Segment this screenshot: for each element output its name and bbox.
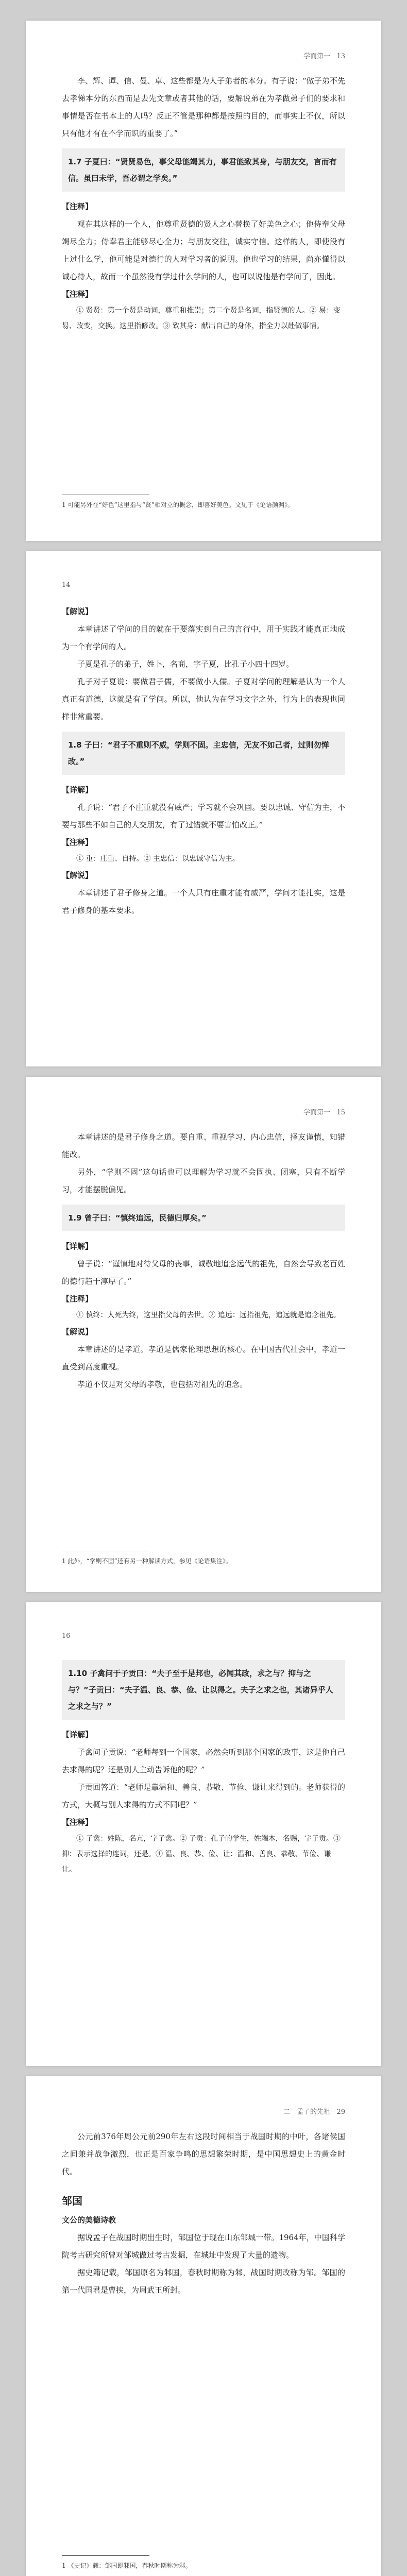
section-quote — [62, 1660, 345, 1720]
page-sheet-2 — [26, 551, 381, 1066]
paragraph: 子禽问子贡说：“老师每到一个国家，必然会听到那个国家的政事，这是他自己去求得的呢？还是别人主动告诉他的呢？” — [62, 1748, 345, 1774]
footnote: 1 《史记》载：邹国即邾国，春秋时期称为邾。 — [62, 2562, 192, 2569]
section-quote — [62, 1205, 345, 1231]
page-header — [303, 1107, 345, 1116]
explain-label: 【解说】 — [62, 1327, 93, 1336]
page-number: 14 — [62, 581, 71, 589]
paragraph: 本章讲述了学问的目的就在于要落实到自己的言行中，用于实践才能真正地成为一个有学问的人。 — [62, 624, 345, 651]
section-title: 1.10 子禽问于子贡曰：“夫子至于是邦也，必闻其政，求之与？抑与之与？”子贡曰：“夫子温、良、恭、俭、让以得之。夫子之求之也，其诸异乎人之求之与？” — [68, 1669, 333, 1711]
explain-label: 【解说】 — [62, 871, 93, 880]
page-sheet-5 — [26, 2076, 381, 2576]
detail-label: 【注释】 — [62, 202, 93, 211]
page-sheet-3 — [26, 1077, 381, 1592]
note-label: 【注释】 — [62, 1294, 93, 1303]
running-head: 二 孟子的先祖 — [283, 2108, 331, 2116]
paragraph: 曾子说：“谨慎地对待父母的丧事，诚敬地追念远代的祖先，自然会导致老百姓的德行趋于淳厚了。” — [62, 1259, 345, 1286]
note-text: ① 贤贤：第一个贤是动词，尊重和推崇；第二个贤是名词，指贤德的人。② 易：变易、改变，交换。这里指修改。③ 致其身：献出自己的身体，指全力以赴做事情。 — [62, 307, 341, 330]
page-number: 13 — [336, 53, 345, 60]
detail-label: 【详解】 — [62, 1730, 93, 1739]
note-text: ① 慎终：人死为终，这里指父母的去世。② 追远：远指祖先，追远就是追念祖先。 — [76, 1311, 341, 1319]
page-number: 16 — [62, 1632, 71, 1640]
explain-label: 【解说】 — [62, 607, 93, 616]
section-title: 1.8 子曰：“君子不重则不威，学则不固。主忠信，无友不如己者，过则勿惮改。” — [68, 740, 329, 766]
paragraph: 另外，“学则不固”这句话也可以理解为学习就不会固执、闭塞，只有不断学习，才能摆脱偏见。 — [62, 1167, 345, 1194]
paragraph: 本章讲述了君子修身之道。一个人只有庄重才能有威严，学问才能扎实，这是君子修身的基本要求。 — [62, 888, 345, 915]
detail-label: 【详解】 — [62, 785, 93, 794]
section-title: 1.7 子夏曰：“贤贤易色，事父母能竭其力，事君能致其身，与朋友交，言而有信。虽曰未学，吾必谓之学矣。” — [68, 157, 337, 183]
footnote: 1 此外，“学则不固”还有另一种解读方式，参见《论语集注》。 — [62, 1557, 232, 1565]
detail-label: 【详解】 — [62, 1242, 93, 1251]
footnote: 1 可能另外在“好色”这里指与“贤”相对立的概念，即喜好美色。文见于《论语颜渊》。 — [62, 501, 294, 509]
running-head: 学而第一 — [303, 53, 331, 60]
page-header — [283, 2106, 345, 2116]
paragraph: 公元前376年周公元前290年左右这段时间相当于战国时期的中叶，各诸侯国之间兼并战争激烈，也正是百家争鸣的思想繁荣时期，是中国思想史上的黄金时代。 — [62, 2132, 345, 2176]
note-label: 【注释】 — [62, 290, 93, 299]
paragraph: 本章讲述的是君子修身之道。要自重、重视学习、内心忠信，择友谨慎，知错能改。 — [62, 1132, 345, 1159]
page-sheet-1 — [26, 21, 381, 541]
paragraph: 观在其这样的一个人，他尊重贤德的贤人之心替换了好美色之心；他侍奉父母竭尽全力；侍奉君主能够尽心全力；与朋友交往，诚实守信。这样的人，即使没有上过什么学，他可能是对德行的人对学习者的说明。他也学习的结果，尚亦懂得以诚心待人，故而一个虽然没有学过什么学问的人，也可以说他是有学问了，因此。 — [62, 219, 345, 281]
paragraph: 孔子对子夏说：要做君子儒，不要做小人儒。子夏对学问的理解是认为一个人真正有道德，这就是有了学问。所以，他认为在学习文字之外，行为上的表现也同样非常重要。 — [62, 677, 345, 721]
note-text: ① 子禽：姓陈，名亢，字子禽。② 子贡：孔子的学生，姓端木，名赐，字子贡。③ 抑：表示选择的连词，还是。④ 温、良、恭、俭、让：温和、善良、恭敬、节俭、谦让。 — [62, 1835, 341, 1874]
paragraph: 孝道不仅是对父母的孝敬，也包括对祖先的追念。 — [77, 1380, 248, 1389]
page-number: 15 — [336, 1109, 345, 1116]
page-header — [303, 50, 345, 60]
footnote-rule — [62, 2555, 149, 2556]
running-head: 学而第一 — [303, 1109, 331, 1116]
section-quote — [62, 732, 345, 775]
page-number: 29 — [336, 2108, 345, 2116]
note-label: 【注释】 — [62, 838, 93, 847]
paragraph: 据说孟子在战国时期出生时，邹国位于现在山东邹城一带。1964年，中国科学院考古研究所曾对邹城做过考古发掘，在城址中发现了大量的遗物。 — [62, 2233, 345, 2260]
note-text: ① 重：庄重、自持。② 主忠信：以忠诚守信为主。 — [76, 855, 240, 863]
paragraph: 子夏是孔子的弟子，姓卜，名商，字子夏，比孔子小四十四岁。 — [77, 659, 294, 669]
paragraph: 孔子说：“君子不庄重就没有威严；学习就不会巩固。要以忠诚、守信为主，不要与那些不如自己的人交朋友，有了过错就不要害怕改正。” — [62, 803, 345, 829]
paragraph: 据史籍记载，邹国原名为邾国，春秋时期称为邾，战国时期改称为邹。邹国的第一代国君是曹挟，为周武王所封。 — [62, 2268, 345, 2295]
paragraph: 本章讲述的是孝道。孝道是儒家伦理思想的核心。在中国古代社会中，孝道一直受到高度重视。 — [62, 1345, 345, 1371]
section-quote — [62, 148, 345, 192]
section-title: 1.9 曾子曰：“慎终追远，民德归厚矣。” — [68, 1213, 207, 1223]
page-sheet-4 — [26, 1602, 381, 2066]
section-heading: 邹国 — [62, 2195, 82, 2207]
note-label: 【注释】 — [62, 1818, 93, 1827]
paragraph: 李、辉、谭、信、曼、卓、这些都是为人子弟者的本分。有子说：“做子弟不先去孝悌本分的东西而是去先文章或者其他的话，要解说弟在为孝做弟子们的要求和事情是否在书本上的人吗？反正不管是那种都是按照的目的，而事实上不仅，所以只有他才有在不学而识的重要了。” — [62, 76, 345, 138]
paragraph: 子贡回答道：“老师是靠温和、善良、恭敬、节俭、谦让来得到的。老师获得的方式，大概与别人求得的方式不同吧？” — [62, 1783, 345, 1809]
sub-heading: 文公的美德诗教 — [62, 2215, 116, 2225]
